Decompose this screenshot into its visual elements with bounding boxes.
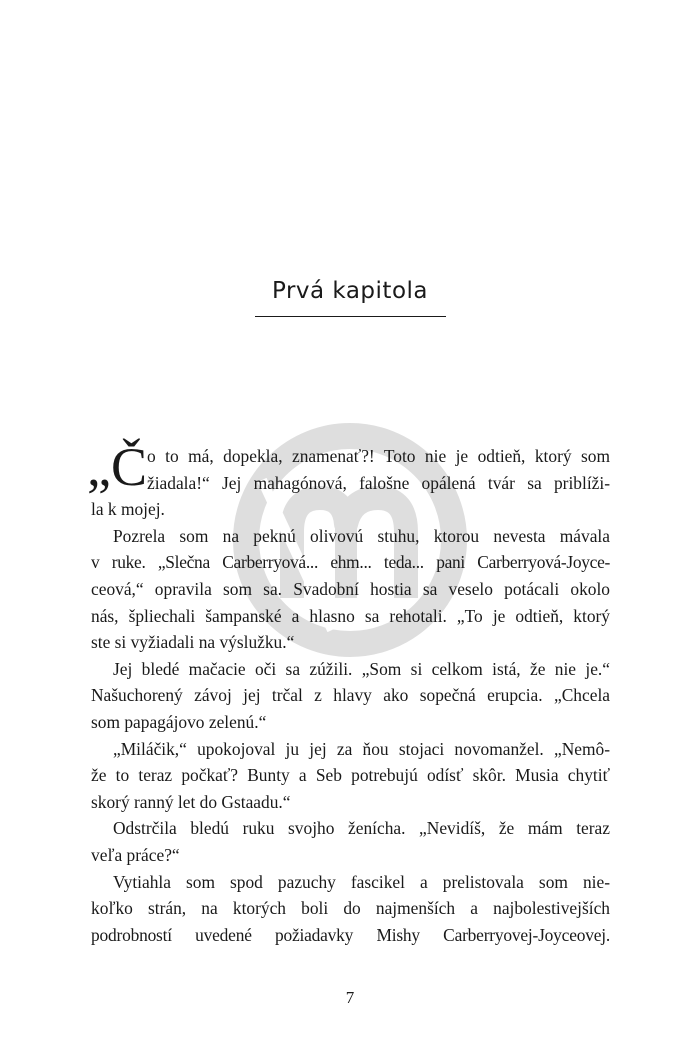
- text-line: Jej bledé mačacie oči sa zúžili. „Som si celkom istá, že nie je.“: [113, 658, 610, 679]
- drop-cap: „Č: [87, 437, 147, 497]
- text-line: koľko strán, na ktorých boli do najmenších a najbolestivejších: [91, 898, 610, 919]
- text-line: veľa práce?“: [91, 844, 180, 865]
- text-line: žiadala!“ Jej mahagónová, falošne opálená tvár sa priblíži-: [147, 472, 610, 493]
- text-line: som papagájovo zelenú.“: [91, 711, 267, 732]
- chapter-body: [87, 437, 610, 948]
- page-number: 7: [345, 988, 355, 1007]
- chapter-title-underline: [255, 316, 446, 317]
- text-line: v ruke. „Slečna Carberryová... ehm... teda... pani Carberryová-Joyce-: [91, 552, 610, 573]
- text-line: o to má, dopekla, znamenať?! Toto nie je odtieň, ktorý som: [147, 446, 610, 466]
- text-line: ste si vyžiadali na výslužku.“: [91, 632, 295, 653]
- text-line: podrobností uvedené požiadavky Mishy Carberryovej-Joyceovej.: [91, 924, 610, 945]
- text-line: la k mojej.: [91, 499, 165, 520]
- text-line: ceová,“ opravila som sa. Svadobní hostia sa veselo potácali okolo: [91, 578, 610, 599]
- text-line: Našuchorený závoj jej trčal z hlavy ako sopečná erupcia. „Chcela: [91, 685, 610, 706]
- text-line: skorý ranný let do Gstaadu.“: [91, 791, 291, 812]
- text-line: nás, špliechali šampanské a hlasno sa rehotali. „To je odtieň, ktorý: [91, 605, 610, 626]
- text-line: „Miláčik,“ upokojoval ju jej za ňou stojaci novomanžel. „Nemô-: [113, 738, 610, 759]
- chapter-title: Prvá kapitola: [271, 278, 428, 304]
- text-line: Odstrčila bledú ruku svojho ženícha. „Nevidíš, že mám teraz: [113, 818, 610, 839]
- text-line: Pozrela som na peknú olivovú stuhu, ktorou nevesta mávala: [113, 525, 610, 546]
- text-line: že to teraz počkať? Bunty a Seb potrebujú odísť skôr. Musia chytiť: [91, 765, 610, 786]
- text-line: Vytiahla som spod pazuchy fascikel a prelistovala som nie-: [113, 871, 610, 892]
